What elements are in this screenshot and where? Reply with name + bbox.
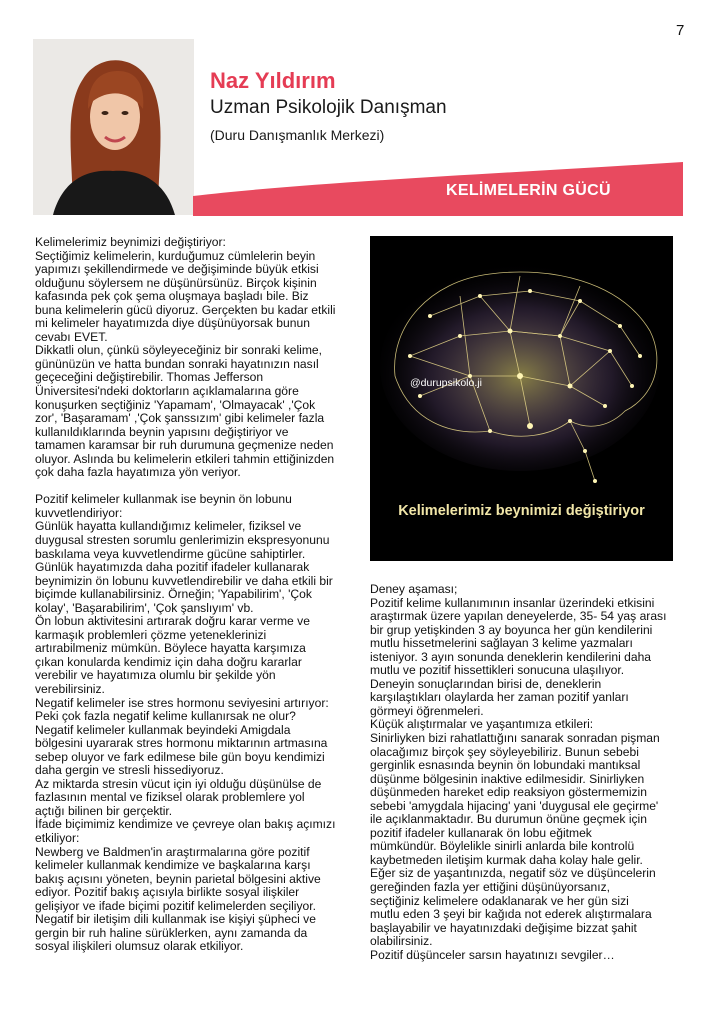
author-title: Uzman Psikolojik Danışman [210, 97, 447, 118]
author-name: Naz Yıldırım [210, 68, 336, 93]
text-line: Küçük alıştırmalar ve yaşantımıza etkileri: [370, 717, 594, 732]
text-line: Negatif kelimeler kullanmak beyindeki Amigdala [35, 722, 291, 737]
text-line: karşılaştıkları olaylarda her zaman pozitif yanları [370, 690, 629, 705]
text-line: buna kelimelerin gücü diyoruz. Gerçekten bu kadar etkili [35, 302, 336, 317]
text-line: sebebi 'amygdala hijacing' yani 'duygusal ele geçirme' [370, 798, 659, 813]
text-line: başlayabilir ve hayatınızdaki değişime bizzat şahit [370, 920, 637, 935]
text-line: artırabilmeniz mümkün. Böylece hayatta karşımıza [35, 641, 306, 656]
text-line: görmeyi öğrenmeleri. [370, 703, 484, 718]
text-line: Dikkatli olun, çünkü söyleyeceğiniz bir sonraki kelime, [35, 343, 323, 358]
right-column [370, 583, 677, 962]
text-line: kafasında pek çok şema oluşmaya başladı bile. Biz [35, 289, 309, 304]
text-line: Newberg ve Baldmen'in araştırmalarına göre pozitif [35, 844, 310, 859]
text-line: sosyal ilişkileri olumsuz olarak etkiliyor. [35, 939, 244, 954]
text-line: karmaşık problemleri çözme yeteneklerinizi [35, 627, 267, 642]
text-line: Eğer siz de yaşantınızda, negatif söz ve düşüncelerin [370, 866, 656, 881]
text-line: gergin bir ruh haline sürüklerken, aynı zamanda da [35, 925, 308, 940]
text-line: mutlu ve pozitif hissettikleri sonucuna ulaşılıyor. [370, 663, 625, 678]
text-line: Sinirliyken bizi rahatlattığını sanarak sonradan pişman [370, 731, 660, 746]
text-line: bakış açısını yöneten, beynin parietal bölgesini aktive [35, 871, 321, 886]
page-number: 7 [676, 22, 685, 39]
image-watermark: @durupsikolo.ji [410, 377, 482, 389]
author-photo [33, 39, 194, 215]
text-line: geçeceğini değiştirebilir. Thomas Jefferson [35, 370, 264, 385]
text-line: yapımızı şekillendirmede ve değişiminde büyük etkisi [35, 262, 319, 277]
text-line: mi kelimeler hayatımızda diye düşünüyorsak bunun [35, 316, 310, 331]
text-line: fazlasının mental ve fiziksel olarak problemlere yol [35, 790, 305, 805]
text-line: çıkan konularda kendimiz için daha doğru kararlar [35, 654, 302, 669]
text-line: çok daha fazla hayatımıza yön veriyor. [35, 465, 241, 480]
text-line: ediyor. Pozitif bakış açısıyla birlikte sosyal ilişkiler [35, 885, 300, 900]
text-line: kolay', 'Başarabilirim', 'Çok şanslıyım' vb. [35, 600, 254, 615]
text-line: ile açıklanmaktadır. Bu durumun önüne geçmek için [370, 812, 647, 827]
text-line: etkiliyor: [35, 831, 80, 846]
text-line: kuvvetlendiriyor: [35, 505, 123, 520]
text-line [35, 480, 353, 494]
left-column [35, 236, 353, 954]
text-line: pozitif ifadeler kullanarak ön lobu eğitmek [370, 825, 592, 840]
text-line: Pozitif kelime kullanımının insanlar üzerindeki etkisini [370, 595, 655, 610]
text-line: kaybetmeden iletişim kurmak daha kolay hale gelir. [370, 852, 643, 867]
author-organization: (Duru Danışmanlık Merkezi) [210, 127, 385, 143]
text-line: Negatif kelimeler ise stres hormonu seviyesini artırıyor: [35, 695, 329, 710]
text-line: bir grup yetişkinden 3 ay boyunca her gün kendilerini [370, 622, 653, 637]
text-line: biçimde kullanabilirsiniz. Örneğin; 'Yapabilirim', 'Çok [35, 587, 312, 602]
text-line: olacağımız birçok şey söyleyebiliriz. Bunun sebebi [370, 744, 639, 759]
text-line: düşünmeden hareket edip reaksiyon göstermemizin [370, 785, 647, 800]
text-line: mutlu eden 3 şeyi bir kağıda not ederek alıştırmalara [370, 907, 652, 922]
text-line: Deney aşaması; [370, 582, 458, 596]
text-line: olabilirsiniz. [370, 934, 433, 949]
text-line: cevabı EVET. [35, 329, 108, 344]
text-line: açtığı bilinen bir gerçektir. [35, 803, 173, 818]
image-caption: Kelimelerimiz beynimizi değiştiriyor [398, 503, 645, 519]
text-line: Günlük hayatımızda daha pozitif ifadeler kullanarak [35, 560, 310, 575]
text-line: düşünme bölgesinin inaktive edilmesidir. Sinirliyken [370, 771, 645, 786]
text-line: Üniversitesi'ndeki doktorların açıklamalarına göre [35, 384, 299, 399]
text-line: verebilir ve hayatımıza olumlu bir şekilde yön [35, 668, 276, 683]
article-title: KELİMELERİN GÜCÜ [446, 182, 611, 199]
text-line: beynimizin ön lobunu kuvvetlendirebilir ve daha etkili bir [35, 573, 333, 588]
text-line: Deneyin sonuçlarından birisi de, deneklerin [370, 676, 602, 691]
text-line: Ön lobun aktivitesini artırarak doğru karar verme ve [35, 614, 310, 629]
text-line: zor', 'Başaramam' ,'Çok şanssızım' gibi kelimeler fazla [35, 411, 325, 426]
text-line: daha gergin ve stresli hissediyoruz. [35, 763, 224, 778]
text-line: duygusal stresten sorumlu genlerimizin ekspresyonunu [35, 532, 330, 547]
text-line: Pozitif kelimeler kullanmak ise beynin ön lobunu [35, 492, 292, 507]
text-line: Seçtiğimiz kelimelerin, kurduğumuz cümlelerin beyin [35, 248, 316, 263]
text-line: İfade biçimimiz kendimize ve çevreye olan bakış açımızı [35, 817, 336, 832]
text-line: Pozitif düşünceler sarsın hayatınızı sevgiler… [370, 947, 615, 962]
text-line: mümkündür. Böylelikle sinirli anlarda bile kontrolü [370, 839, 635, 854]
text-line: Negatif bir iletişim dili kullanmak ise kişiyi şüpheci ve [35, 912, 316, 927]
text-line: kullanıldıklarında beynin yapısını değiştiriyor ve [35, 424, 289, 439]
text-line: kelimeler kullanmak kendimize ve başkalarına karşı [35, 858, 311, 873]
text-line: araştırmak üzere yapılan deneyelerde, 35- 54 yaş arası [370, 609, 667, 624]
text-line: gerginlik esnasında beynin ön lobundaki mantıksal [370, 758, 641, 773]
text-line: Az miktarda stresin vücut için iyi olduğu düşünülse de [35, 776, 322, 791]
text-line: konuşurken seçtiğiniz 'Yapamam', 'Olmayacak' ,'Çok [35, 397, 316, 412]
text-line: oluyor. Aslında bu kelimelerin etkileri tahmin ettiğinizden [35, 451, 335, 466]
text-line: olduğunu söylersem ne düşünürsünüz. Birçok kişinin [35, 275, 317, 290]
text-line: Peki çok fazla negatif kelime kullanırsak ne olur? [35, 709, 296, 724]
text-line: tamamen karamsar bir ruh durumuna geçmenize neden [35, 438, 334, 453]
text-line: Günlük hayatta kullandığımız kelimeler, fiziksel ve [35, 519, 302, 534]
text-line: Kelimelerimiz beynimizi değiştiriyor: [35, 235, 226, 249]
text-line: gereğinden fazla yer ettiğini düşünüyorsanız, [370, 880, 611, 895]
text-line: sebep oluyor ve fark edilmese bile gün boyu kendimizi [35, 749, 325, 764]
text-line: verebilirsiniz. [35, 682, 105, 696]
text-line: baskılama veya kuvvetlendirme gücüne sahiptirler. [35, 546, 306, 561]
text-line: gününüzün ve hatta bundan sonraki hayatınızın nasıl [35, 356, 319, 371]
brain-illustration [370, 236, 673, 561]
text-line: isteniyor. 3 ayın sonunda deneklerin kendilerini daha [370, 649, 652, 664]
text-line: seçtiğiniz kelimelere odaklanarak ve her gün sizi [370, 893, 629, 908]
text-line: bölgesini uyararak stres hormonu miktarının artmasına [35, 736, 328, 751]
text-line: gelişiyor ve ifade biçimi pozitif kelimelerden seçiliyor. [35, 898, 316, 913]
text-line: mutlu hissetmelerini sağlayan 3 kelime yazmaları [370, 636, 633, 651]
